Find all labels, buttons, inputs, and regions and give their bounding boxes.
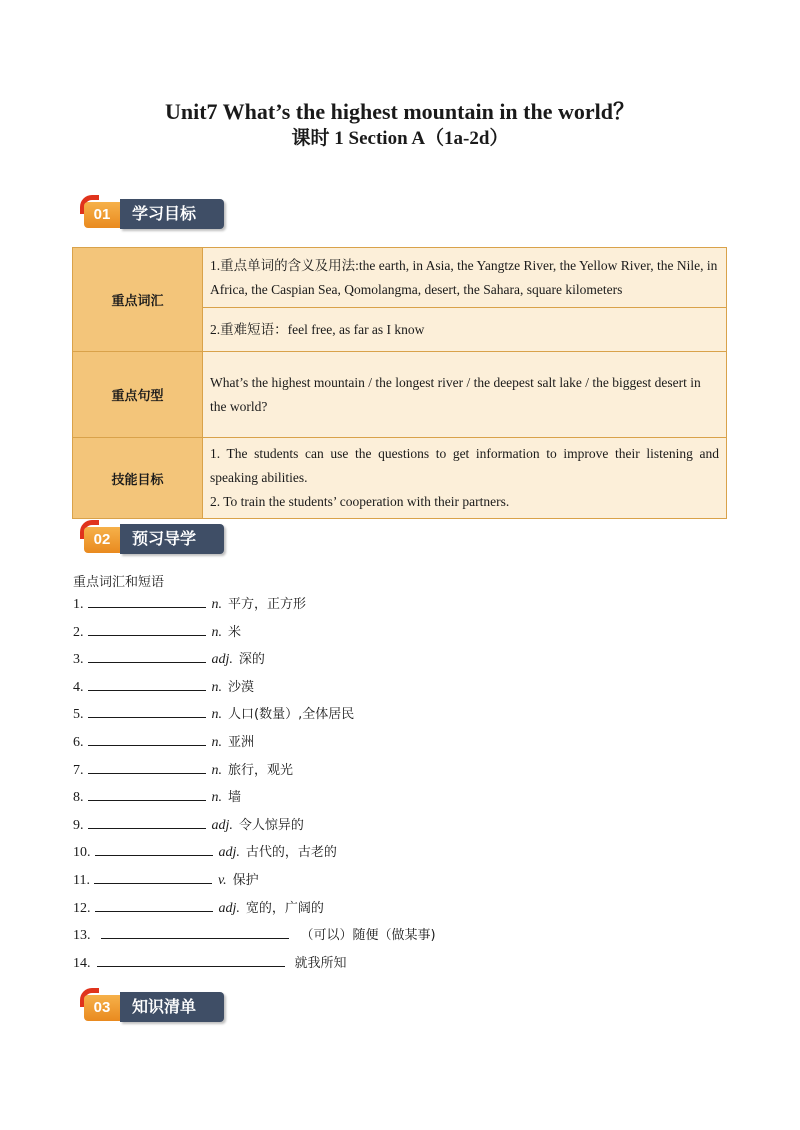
badge-number: 03 — [84, 995, 120, 1021]
item-number: 1. — [73, 597, 84, 612]
item-meaning: 就我所知 — [294, 955, 347, 971]
item-number: 9. — [73, 817, 84, 833]
item-meaning: 人口(数量）,全体居民 — [228, 707, 355, 723]
item-meaning: （可以）随便（做某事) — [300, 928, 436, 944]
item-number: 11. — [73, 872, 90, 888]
part-of-speech: adj. — [211, 652, 233, 668]
item-meaning: 墙 — [228, 790, 242, 806]
goals-table — [72, 247, 727, 519]
list-item — [73, 591, 723, 619]
item-meaning: 令人惊异的 — [238, 817, 304, 833]
item-meaning: 平方，正方形 — [228, 597, 307, 612]
goals-vocab-phrases: 2.重难短语：feel free, as far as I know — [203, 308, 727, 352]
answer-blank[interactable] — [88, 621, 206, 636]
item-number: 12. — [73, 900, 91, 916]
item-number: 14. — [73, 955, 91, 971]
goals-skill-1: 1. The students can use the questions to get information to improve their listening and speaking abilities. — [210, 446, 719, 485]
list-item — [73, 674, 723, 702]
answer-blank[interactable] — [88, 786, 206, 801]
document-title: Unit7 What’s the highest mountain in the world？ — [164, 99, 635, 124]
answer-blank[interactable] — [88, 703, 206, 718]
answer-blank[interactable] — [88, 759, 206, 774]
list-item — [73, 839, 723, 867]
item-meaning: 保护 — [232, 872, 259, 888]
section-badge-knowledge — [78, 988, 224, 1022]
item-meaning: 沙漠 — [228, 679, 255, 695]
part-of-speech: n. — [211, 734, 222, 750]
preview-heading: 重点词汇和短语 — [73, 575, 165, 590]
list-item — [73, 729, 723, 757]
badge-number: 01 — [84, 202, 120, 228]
part-of-speech: v. — [217, 872, 227, 888]
list-item — [73, 646, 723, 674]
list-item — [73, 922, 723, 950]
list-item — [73, 950, 723, 978]
answer-blank[interactable] — [88, 731, 206, 746]
item-meaning: 古代的，古老的 — [245, 845, 337, 861]
answer-blank[interactable] — [97, 952, 285, 967]
list-item — [73, 867, 723, 895]
part-of-speech: adj. — [218, 845, 240, 861]
item-meaning: 深的 — [238, 652, 265, 668]
goals-sentence-head: 重点句型 — [73, 352, 203, 438]
part-of-speech: adj. — [218, 900, 240, 916]
answer-blank[interactable] — [88, 648, 206, 663]
section-badge-goals — [78, 195, 224, 229]
goals-vocab-head: 重点词汇 — [73, 248, 203, 352]
badge-label: 学习目标 — [120, 199, 224, 229]
item-meaning: 宽的，广阔的 — [245, 900, 324, 916]
goals-vocab-words: 1.重点单词的含义及用法:the earth, in Asia, the Yangtze River, the Yellow River, the Nile, in Africa, the Caspian Sea, Qomolangma, desert, the Sahara, square kilometers — [203, 248, 727, 308]
goals-skill-text — [203, 438, 727, 519]
item-number: 2. — [73, 624, 84, 640]
answer-blank[interactable] — [94, 869, 212, 884]
item-number: 8. — [73, 790, 84, 806]
part-of-speech: n. — [211, 790, 222, 806]
list-item — [73, 895, 723, 923]
list-item — [73, 784, 723, 812]
badge-label: 预习导学 — [120, 524, 224, 554]
item-meaning: 旅行，观光 — [228, 762, 294, 778]
item-meaning: 米 — [228, 624, 242, 640]
item-number: 6. — [73, 734, 84, 750]
part-of-speech: n. — [211, 679, 222, 695]
answer-blank[interactable] — [88, 676, 206, 691]
answer-blank[interactable] — [95, 897, 213, 912]
item-number: 13. — [73, 928, 91, 944]
goals-skill-head: 技能目标 — [73, 438, 203, 519]
answer-blank[interactable] — [95, 841, 213, 856]
item-number: 10. — [73, 845, 91, 861]
item-meaning: 亚洲 — [228, 734, 255, 750]
document-subtitle: 课时 1 Section A（1a-2d） — [291, 128, 509, 149]
goals-skill-2: 2. To train the students’ cooperation with their partners. — [210, 494, 510, 509]
part-of-speech: n. — [211, 624, 222, 640]
list-item — [73, 757, 723, 785]
item-number: 3. — [73, 652, 84, 668]
list-item — [73, 701, 723, 729]
list-item — [73, 812, 723, 840]
part-of-speech: n. — [211, 762, 222, 778]
badge-label: 知识清单 — [120, 992, 224, 1022]
part-of-speech: adj. — [211, 817, 233, 833]
vocab-list — [73, 591, 723, 977]
item-number: 7. — [73, 762, 84, 778]
item-number: 4. — [73, 679, 84, 695]
answer-blank[interactable] — [88, 814, 206, 829]
part-of-speech: n. — [211, 707, 222, 723]
badge-number: 02 — [84, 527, 120, 553]
answer-blank[interactable] — [101, 924, 289, 939]
item-number: 5. — [73, 707, 84, 723]
section-badge-preview — [78, 520, 224, 554]
part-of-speech: n. — [211, 597, 222, 612]
list-item — [73, 619, 723, 647]
answer-blank[interactable] — [88, 593, 206, 608]
goals-sentence-text: What’s the highest mountain / the longest river / the deepest salt lake / the biggest desert in the world? — [203, 352, 727, 438]
